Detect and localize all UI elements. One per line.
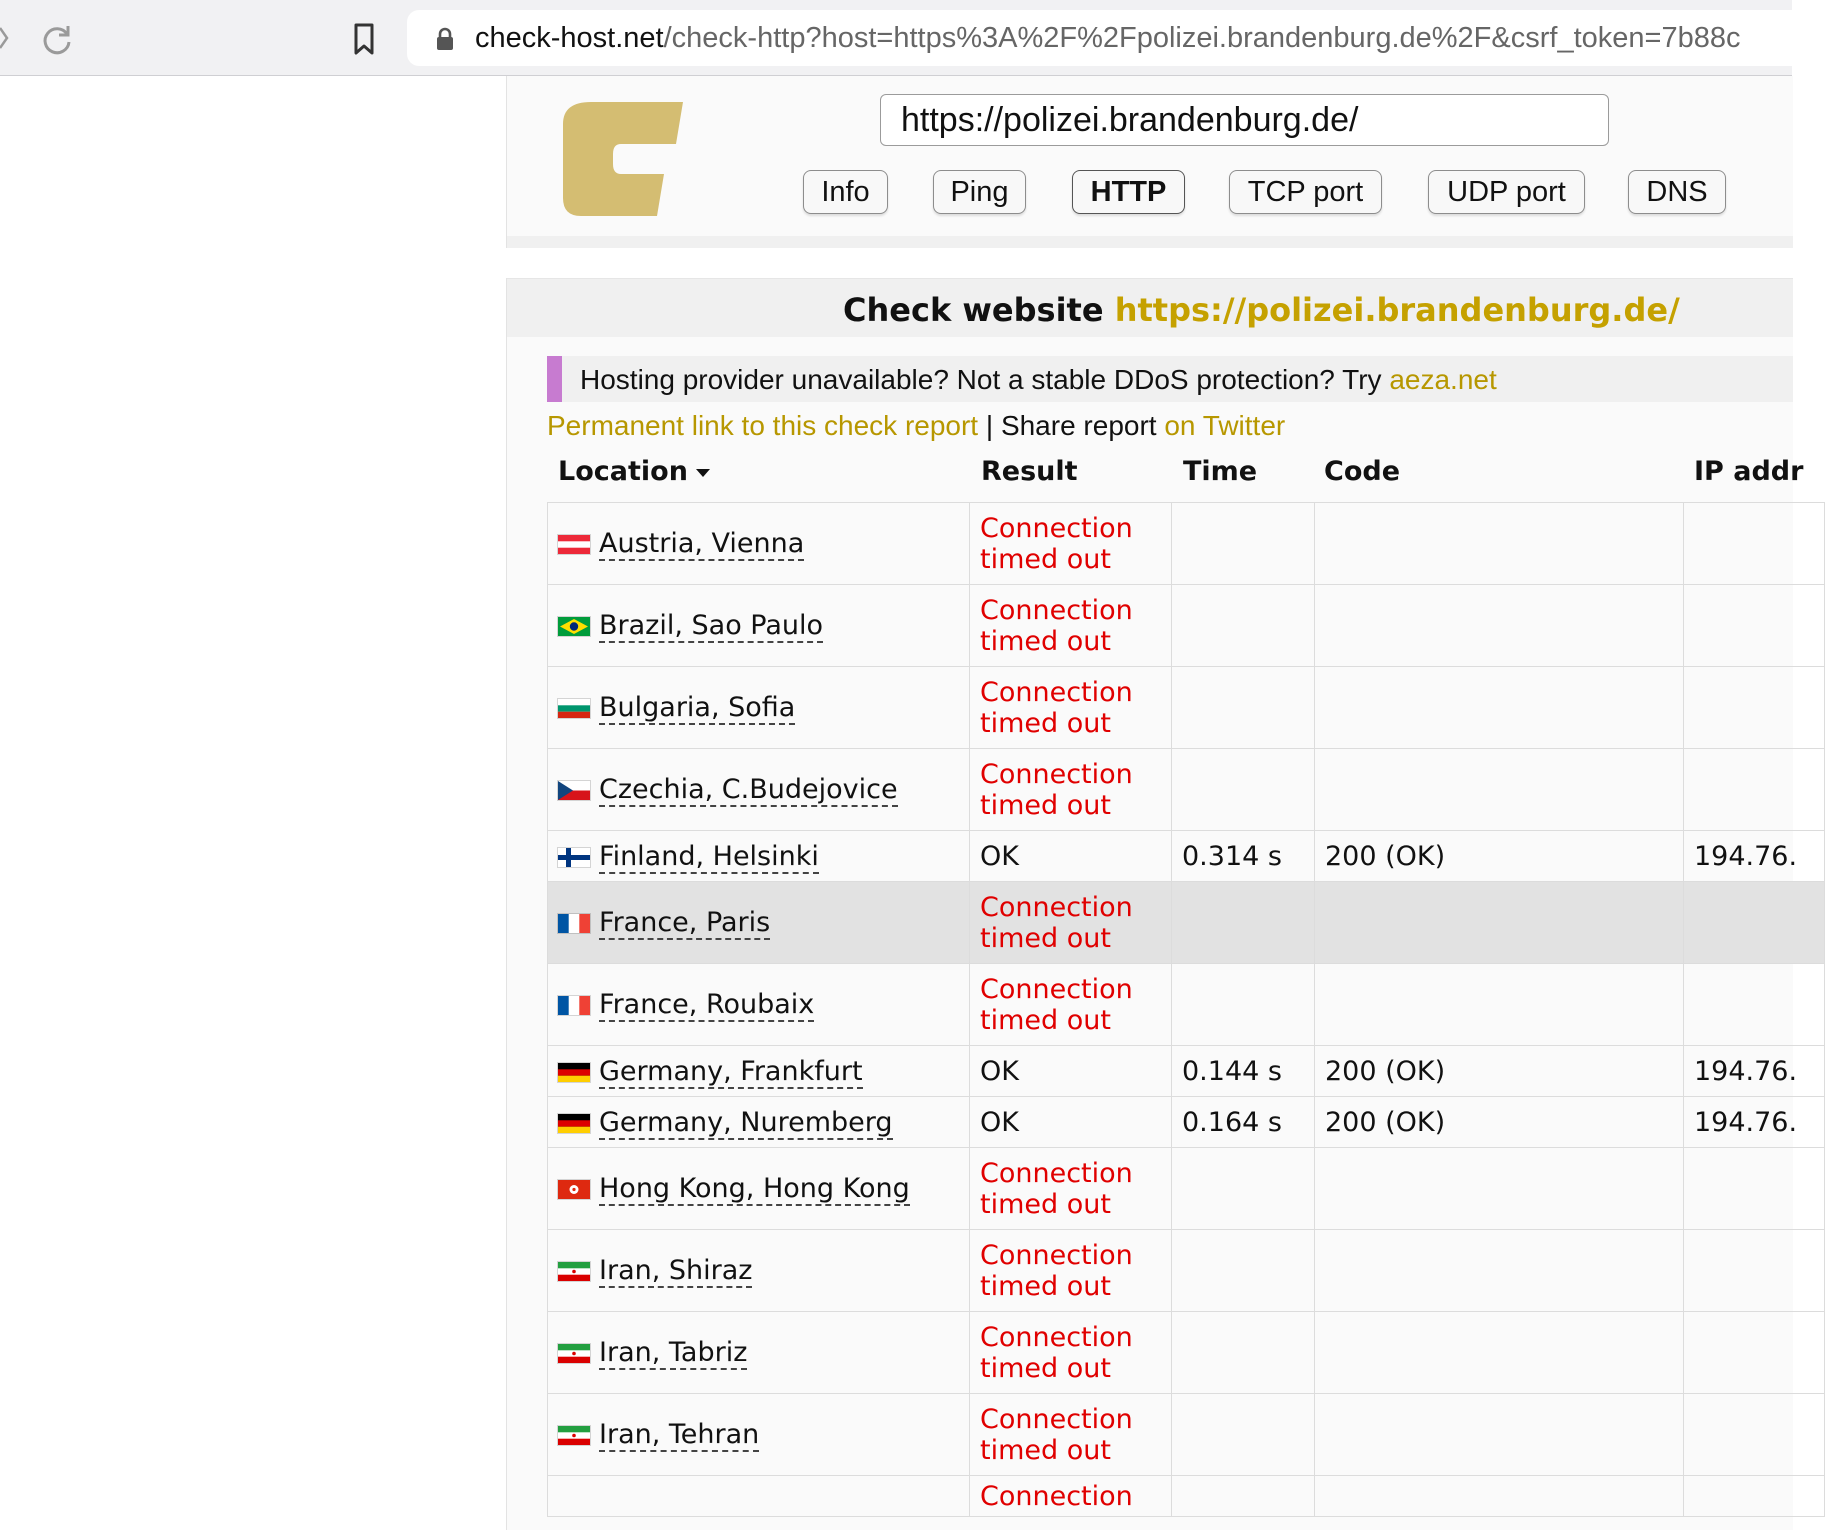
- flag-brazil-icon: [558, 617, 590, 636]
- twitter-share-link[interactable]: on Twitter: [1164, 410, 1286, 441]
- location-link[interactable]: Germany, Frankfurt: [599, 1055, 863, 1087]
- table-row: [548, 503, 1825, 585]
- results-table: [547, 502, 1825, 1517]
- flag-france-icon: [558, 914, 590, 933]
- tool-header: [506, 76, 1793, 248]
- code-cell: [1315, 882, 1684, 964]
- time-cell: [1172, 964, 1315, 1046]
- reload-icon[interactable]: [40, 22, 74, 56]
- time-cell: [1172, 882, 1315, 964]
- flag-finland-icon: [558, 848, 590, 867]
- time-cell: [1172, 1394, 1315, 1476]
- result-cell: Connection timed out: [970, 964, 1172, 1046]
- location-link[interactable]: Finland, Helsinki: [599, 840, 819, 872]
- table-row: [548, 964, 1825, 1046]
- column-header-ip: IP addr: [1694, 456, 1804, 487]
- ip-cell: [1684, 1230, 1825, 1312]
- table-row: [548, 1148, 1825, 1230]
- flag-czechia-icon: [558, 781, 590, 800]
- table-row: [548, 749, 1825, 831]
- address-bar[interactable]: [407, 10, 1807, 66]
- ip-cell: [1684, 1394, 1825, 1476]
- ip-cell: [1684, 1312, 1825, 1394]
- location-link[interactable]: Iran, Shiraz: [599, 1255, 753, 1286]
- header-divider: [507, 236, 1793, 248]
- dns-button[interactable]: DNS: [1628, 170, 1726, 214]
- result-cell: OK: [970, 1097, 1172, 1148]
- promo-text: [580, 364, 1497, 396]
- page-left-margin: [0, 76, 506, 1530]
- code-cell: [1315, 585, 1684, 667]
- ip-cell: [1684, 964, 1825, 1046]
- code-cell: [1315, 749, 1684, 831]
- results-panel: [506, 278, 1804, 1530]
- ip-cell: [1684, 503, 1825, 585]
- report-links: [547, 410, 1285, 442]
- table-row: [548, 882, 1825, 964]
- flag-germany-icon: [558, 1114, 590, 1133]
- location-cell: [548, 667, 970, 749]
- table-row: [548, 1097, 1825, 1148]
- table-row: [548, 585, 1825, 667]
- location-cell: [548, 1046, 970, 1097]
- time-cell: [1172, 667, 1315, 749]
- location-link[interactable]: Brazil, Sao Paulo: [599, 610, 824, 641]
- url-text: [475, 22, 1740, 55]
- sort-caret-icon: [696, 469, 710, 477]
- promo-message: Hosting provider unavailable? Not a stable DDoS protection? Try: [580, 364, 1382, 395]
- table-row: [548, 667, 1825, 749]
- location-link[interactable]: France, Paris: [599, 907, 771, 938]
- time-cell: [1172, 1476, 1315, 1517]
- title-prefix: Check website: [843, 291, 1104, 329]
- time-cell: [1172, 1148, 1315, 1230]
- result-cell: Connection timed out: [970, 1230, 1172, 1312]
- checked-host-link[interactable]: https://polizei.brandenburg.de/: [1114, 291, 1680, 329]
- location-cell: [548, 1148, 970, 1230]
- browser-toolbar: [0, 0, 1792, 76]
- code-cell: [1315, 1476, 1684, 1517]
- location-link[interactable]: France, Roubaix: [599, 989, 815, 1020]
- result-cell: Connection timed out: [970, 1148, 1172, 1230]
- flag-iran-icon: [558, 1426, 590, 1445]
- flag-hong-kong-icon: [558, 1180, 590, 1199]
- time-cell: 0.164 s: [1172, 1097, 1315, 1148]
- code-cell: [1315, 964, 1684, 1046]
- location-link[interactable]: Iran, Tehran: [599, 1419, 760, 1450]
- column-header-result: Result: [981, 456, 1078, 487]
- location-link[interactable]: Czechia, C.Budejovice: [599, 774, 898, 805]
- permalink-link[interactable]: Permanent link to this check report: [547, 410, 979, 441]
- flag-iran-icon: [558, 1262, 590, 1281]
- code-cell: [1315, 503, 1684, 585]
- ip-cell: [1684, 667, 1825, 749]
- table-row: [548, 831, 1825, 882]
- table-row: [548, 1230, 1825, 1312]
- ip-cell: [1684, 585, 1825, 667]
- result-cell: Connection timed out: [970, 1312, 1172, 1394]
- code-cell: 200 (OK): [1315, 831, 1684, 882]
- forward-arrow-icon[interactable]: [0, 26, 8, 50]
- table-row: [548, 1394, 1825, 1476]
- time-cell: [1172, 1312, 1315, 1394]
- code-cell: 200 (OK): [1315, 1046, 1684, 1097]
- flag-iran-icon: [558, 1344, 590, 1363]
- code-cell: [1315, 1230, 1684, 1312]
- url-path: /check-http?host=https%3A%2F%2Fpolizei.brandenburg.de%2F&csrf_token=7b88c: [663, 22, 1741, 54]
- result-cell: Connection timed out: [970, 667, 1172, 749]
- result-cell: Connection timed out: [970, 585, 1172, 667]
- flag-bulgaria-icon: [558, 699, 590, 718]
- url-domain: check-host.net: [475, 22, 664, 54]
- location-link[interactable]: Hong Kong, Hong Kong: [599, 1173, 910, 1204]
- time-cell: [1172, 749, 1315, 831]
- check-host-logo-icon[interactable]: [563, 102, 683, 216]
- location-cell: [548, 831, 970, 882]
- page-title: [843, 291, 1680, 329]
- code-cell: [1315, 1148, 1684, 1230]
- column-header-time: Time: [1183, 456, 1258, 487]
- result-cell: Connection: [970, 1476, 1172, 1517]
- location-cell: [548, 1230, 970, 1312]
- title-bar: [507, 278, 1793, 337]
- http-button[interactable]: HTTP: [1072, 170, 1185, 214]
- time-cell: [1172, 503, 1315, 585]
- promo-accent-bar: [547, 356, 562, 402]
- location-link[interactable]: Bulgaria, Sofia: [599, 692, 796, 723]
- host-input[interactable]: [880, 94, 1609, 146]
- time-cell: 0.144 s: [1172, 1046, 1315, 1097]
- time-cell: 0.314 s: [1172, 831, 1315, 882]
- flag-germany-icon: [558, 1063, 590, 1082]
- ip-cell: [1684, 749, 1825, 831]
- flag-france-icon: [558, 996, 590, 1015]
- share-report-label: Share report: [1000, 410, 1157, 441]
- location-cell: [548, 1312, 970, 1394]
- table-row: [548, 1476, 1825, 1517]
- ip-cell: 194.76.: [1684, 1046, 1825, 1097]
- location-cell: [548, 585, 970, 667]
- ip-cell: [1684, 1476, 1825, 1517]
- code-cell: 200 (OK): [1315, 1097, 1684, 1148]
- location-cell: [548, 1394, 970, 1476]
- ip-cell: 194.76.: [1684, 831, 1825, 882]
- code-cell: [1315, 1312, 1684, 1394]
- location-cell: [548, 964, 970, 1046]
- result-cell: Connection timed out: [970, 882, 1172, 964]
- info-button[interactable]: Info: [803, 170, 888, 214]
- result-cell: Connection timed out: [970, 1394, 1172, 1476]
- bookmark-icon[interactable]: [350, 22, 378, 56]
- table-row: [548, 1312, 1825, 1394]
- udp-port-button[interactable]: UDP port: [1428, 170, 1585, 214]
- column-header-location[interactable]: [558, 456, 710, 487]
- location-link[interactable]: Germany, Nuremberg: [599, 1106, 893, 1138]
- location-link[interactable]: Austria, Vienna: [599, 528, 805, 559]
- column-header-code: Code: [1324, 456, 1401, 487]
- ip-cell: 194.76.: [1684, 1097, 1825, 1148]
- lock-icon: [435, 27, 455, 51]
- links-separator: |: [985, 410, 994, 441]
- ip-cell: [1684, 882, 1825, 964]
- location-cell: [548, 1097, 970, 1148]
- promo-banner: [547, 356, 1793, 402]
- code-cell: [1315, 1394, 1684, 1476]
- result-cell: OK: [970, 831, 1172, 882]
- result-cell: OK: [970, 1046, 1172, 1097]
- table-row: [548, 1046, 1825, 1097]
- location-cell: [548, 503, 970, 585]
- flag-austria-icon: [558, 535, 590, 554]
- aeza-link[interactable]: aeza.net: [1389, 364, 1497, 395]
- ip-cell: [1684, 1148, 1825, 1230]
- tcp-port-button[interactable]: TCP port: [1229, 170, 1382, 214]
- location-link[interactable]: Iran, Tabriz: [599, 1337, 748, 1368]
- code-cell: [1315, 667, 1684, 749]
- result-cell: Connection timed out: [970, 749, 1172, 831]
- location-cell: [548, 882, 970, 964]
- location-header-label: Location: [558, 456, 688, 487]
- result-cell: Connection timed out: [970, 503, 1172, 585]
- location-cell: [548, 749, 970, 831]
- time-cell: [1172, 1230, 1315, 1312]
- time-cell: [1172, 585, 1315, 667]
- location-cell: [548, 1476, 970, 1517]
- ping-button[interactable]: Ping: [933, 170, 1026, 214]
